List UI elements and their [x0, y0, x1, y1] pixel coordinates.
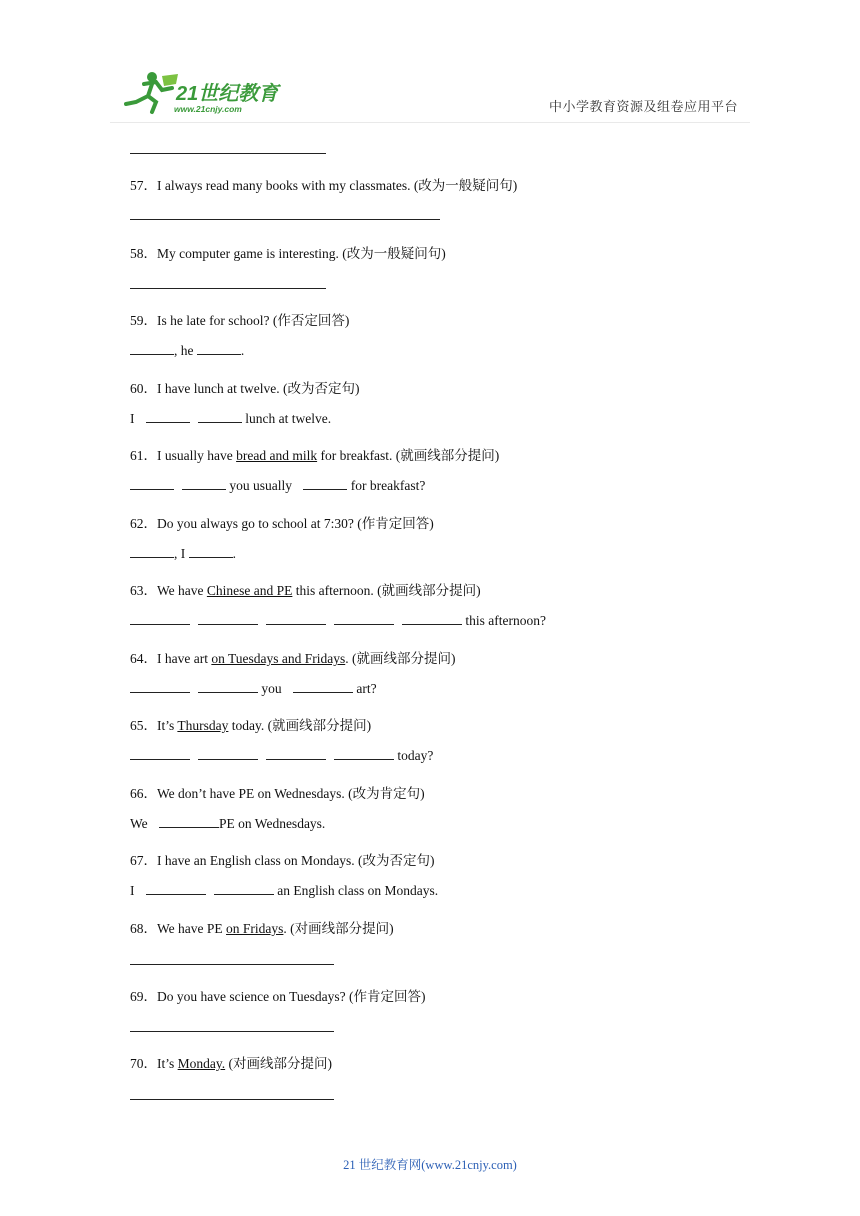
logo	[122, 70, 292, 116]
question-number: 68．	[130, 921, 157, 936]
question-62	[130, 512, 434, 532]
question-70	[130, 1052, 332, 1072]
underlined-phrase: on Fridays	[226, 921, 284, 936]
header-divider	[110, 122, 750, 123]
question-text: (对画线部分提问)	[225, 1056, 333, 1071]
answer-blank[interactable]	[159, 816, 219, 828]
answer-63	[130, 613, 546, 629]
answer-66	[130, 816, 325, 832]
answer-blank[interactable]	[266, 748, 326, 760]
answer-blank[interactable]	[303, 478, 347, 490]
question-64	[130, 647, 455, 667]
answer-blank[interactable]	[130, 681, 190, 693]
question-60	[130, 377, 359, 397]
answer-text: art?	[353, 681, 377, 696]
answer-text: an English class on Mondays.	[273, 883, 439, 898]
question-number: 62．	[130, 516, 157, 531]
logo-main-text: 21世纪教育	[176, 83, 279, 105]
question-number: 66．	[130, 786, 157, 801]
answer-59	[130, 343, 244, 359]
underlined-phrase: Monday.	[177, 1056, 226, 1071]
answer-text: , I	[174, 546, 189, 561]
answer-line-70[interactable]	[130, 1099, 334, 1100]
question-number: 63．	[130, 583, 157, 598]
question-text: It’s	[157, 1056, 178, 1071]
question-number: 69．	[130, 989, 157, 1004]
question-number: 65．	[130, 718, 157, 733]
question-text: My computer game is interesting. (改为一般疑问句)	[157, 246, 446, 261]
underlined-phrase: Thursday	[177, 718, 229, 733]
answer-blank[interactable]	[197, 343, 241, 355]
question-61	[130, 444, 499, 464]
logo-url-text: www.21cnjy.com	[174, 104, 242, 114]
question-number: 70．	[130, 1056, 157, 1071]
question-text: Is he late for school? (作否定回答)	[157, 313, 350, 328]
answer-blank[interactable]	[130, 748, 190, 760]
answer-blank[interactable]	[130, 613, 190, 625]
answer-text: .	[232, 546, 236, 561]
answer-67	[130, 883, 438, 899]
question-text: for breakfast. (就画线部分提问)	[317, 448, 500, 463]
question-number: 67．	[130, 853, 157, 868]
underlined-phrase: bread and milk	[236, 448, 318, 463]
question-number: 58．	[130, 246, 157, 261]
answer-line-57[interactable]	[130, 219, 440, 220]
question-67	[130, 849, 434, 869]
question-text: . (对画线部分提问)	[283, 921, 394, 936]
question-text: It’s	[157, 718, 178, 733]
header-platform-text: 中小学教育资源及组卷应用平台	[549, 99, 739, 114]
footer-source: 21 世纪教育网(www.21cnjy.com)	[343, 1158, 517, 1172]
answer-text: you	[258, 681, 285, 696]
answer-text: lunch at twelve.	[241, 411, 332, 426]
answer-text: for breakfast?	[347, 478, 426, 493]
answer-blank[interactable]	[214, 883, 274, 895]
question-69	[130, 985, 425, 1005]
answer-blank[interactable]	[198, 411, 242, 423]
question-text: I have art	[157, 651, 212, 666]
question-number: 60．	[130, 381, 157, 396]
answer-text: this afternoon?	[462, 613, 546, 628]
question-text: I usually have	[157, 448, 237, 463]
question-text: this afternoon. (就画线部分提问)	[292, 583, 481, 598]
question-68	[130, 917, 394, 937]
answer-text: I	[130, 411, 138, 426]
answer-text: you usually	[226, 478, 296, 493]
answer-blank[interactable]	[198, 748, 258, 760]
answer-blank[interactable]	[402, 613, 462, 625]
answer-text: today?	[394, 748, 434, 763]
answer-line[interactable]	[130, 153, 326, 154]
answer-62	[130, 546, 236, 562]
underlined-phrase: on Tuesdays and Fridays	[211, 651, 346, 666]
answer-line-69[interactable]	[130, 1031, 334, 1032]
question-text: We don’t have PE on Wednesdays. (改为肯定句)	[157, 786, 425, 801]
question-text: I always read many books with my classmates. (改为一般疑问句)	[157, 178, 518, 193]
answer-text: , he	[174, 343, 197, 358]
answer-61	[130, 478, 425, 494]
answer-text: .	[240, 343, 245, 358]
question-65	[130, 714, 371, 734]
question-text: today. (就画线部分提问)	[228, 718, 372, 733]
answer-text: PE on Wednesdays.	[219, 816, 326, 831]
answer-blank[interactable]	[198, 613, 258, 625]
answer-text: We	[130, 816, 152, 831]
answer-blank[interactable]	[293, 681, 353, 693]
question-text: . (就画线部分提问)	[345, 651, 456, 666]
answer-blank[interactable]	[189, 546, 233, 558]
answer-64	[130, 681, 377, 697]
answer-blank[interactable]	[334, 748, 394, 760]
question-text: I have lunch at twelve. (改为否定句)	[157, 381, 360, 396]
question-text: Do you have science on Tuesdays? (作肯定回答)	[157, 989, 426, 1004]
question-number: 64．	[130, 651, 157, 666]
answer-blank[interactable]	[130, 478, 174, 490]
answer-65	[130, 748, 433, 764]
answer-blank[interactable]	[198, 681, 258, 693]
question-number: 59．	[130, 313, 157, 328]
question-number: 61．	[130, 448, 157, 463]
answer-blank[interactable]	[146, 411, 190, 423]
answer-blank[interactable]	[266, 613, 326, 625]
answer-line-58[interactable]	[130, 288, 326, 289]
question-59	[130, 309, 349, 329]
answer-blank[interactable]	[334, 613, 394, 625]
answer-blank[interactable]	[130, 546, 174, 558]
question-text: I have an English class on Mondays. (改为否定句)	[157, 853, 435, 868]
question-66	[130, 782, 425, 802]
question-text: We have	[157, 583, 207, 598]
answer-blank[interactable]	[182, 478, 226, 490]
question-number: 57．	[130, 178, 157, 193]
answer-text: I	[130, 883, 138, 898]
question-text: Do you always go to school at 7:30? (作肯定回答)	[157, 516, 434, 531]
question-57	[130, 174, 517, 194]
question-58	[130, 242, 446, 262]
question-63	[130, 579, 481, 599]
answer-blank[interactable]	[130, 343, 174, 355]
answer-line-68[interactable]	[130, 964, 334, 965]
underlined-phrase: Chinese and PE	[206, 583, 293, 598]
runner-logo-icon	[122, 70, 292, 116]
question-text: We have PE	[157, 921, 227, 936]
answer-blank[interactable]	[146, 883, 206, 895]
answer-60	[130, 411, 331, 427]
